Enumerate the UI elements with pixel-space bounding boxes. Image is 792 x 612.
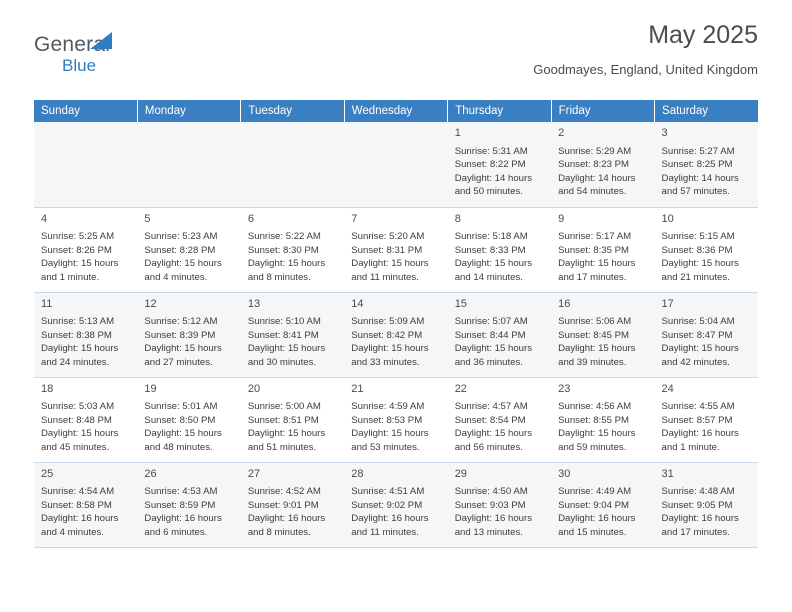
day-number: 17 (661, 297, 674, 310)
day-info-line: Sunset: 8:26 PM (41, 244, 112, 256)
day-info-line: Sunset: 9:01 PM (247, 499, 319, 511)
calendar-day-cell (551, 462, 654, 547)
day-info-line: and 42 minutes. (661, 356, 730, 368)
day-info-line: Sunset: 8:42 PM (351, 329, 423, 341)
day-info-line: and 53 minutes. (351, 441, 420, 453)
calendar-day-cell (448, 377, 551, 462)
day-info-line: Sunrise: 4:50 AM (454, 486, 528, 498)
calendar-day-cell-empty (34, 122, 137, 207)
day-number: 3 (661, 127, 668, 139)
calendar-day-cell (241, 292, 344, 377)
day-sun-info (144, 400, 234, 454)
day-number: 6 (247, 212, 254, 225)
day-info-line: and 11 minutes. (351, 271, 419, 283)
day-info-line: Sunset: 8:33 PM (454, 244, 526, 256)
day-info-line: Sunrise: 5:10 AM (247, 316, 321, 328)
day-number: 11 (41, 297, 53, 310)
day-sun-info (41, 485, 131, 539)
day-info-line: Sunrise: 4:54 AM (41, 486, 115, 498)
calendar-day-cell (448, 292, 551, 377)
calendar-day-cell (551, 207, 654, 292)
day-info-line: Sunrise: 4:55 AM (661, 401, 735, 413)
day-info-line: and 51 minutes. (247, 441, 317, 453)
page-header (34, 22, 758, 84)
day-sun-info (455, 145, 545, 199)
day-info-line: Sunrise: 4:59 AM (351, 401, 425, 413)
day-info-line: and 57 minutes. (661, 186, 730, 198)
day-sun-info (558, 230, 648, 284)
day-info-line: Daylight: 15 hours (144, 428, 222, 440)
day-info-line: and 11 minutes. (351, 526, 419, 538)
weekday-header-wednesday: Wednesday (344, 100, 447, 122)
day-info-line: Daylight: 15 hours (558, 428, 636, 440)
calendar-day-cell-empty (344, 122, 447, 207)
calendar-day-cell (344, 207, 447, 292)
calendar-day-cell (551, 122, 654, 207)
day-info-line: Sunrise: 5:25 AM (41, 231, 115, 243)
weekday-header-tuesday: Tuesday (241, 100, 344, 122)
day-info-line: and 17 minutes. (558, 271, 627, 283)
day-number: 31 (661, 467, 674, 480)
day-info-line: Sunset: 9:05 PM (661, 499, 733, 511)
day-info-line: Sunset: 9:02 PM (351, 499, 423, 511)
day-info-line: and 56 minutes. (454, 441, 523, 453)
logo-text-blue: Blue (62, 56, 97, 75)
weekday-header-saturday: Saturday (655, 100, 758, 122)
day-info-line: Sunrise: 5:09 AM (351, 316, 425, 328)
day-info-line: and 30 minutes. (247, 356, 317, 368)
day-info-line: Sunrise: 5:12 AM (144, 316, 218, 328)
day-info-line: Sunrise: 5:22 AM (247, 231, 321, 243)
calendar-day-cell (34, 292, 137, 377)
day-info-line: and 1 minute. (661, 441, 720, 453)
calendar-day-cell (551, 292, 654, 377)
day-info-line: and 13 minutes. (454, 526, 523, 538)
day-sun-info (248, 315, 338, 369)
day-info-line: and 8 minutes. (247, 526, 311, 538)
day-number: 16 (558, 297, 571, 310)
day-info-line: and 4 minutes. (144, 271, 208, 283)
day-sun-info (41, 400, 131, 454)
day-info-line: Daylight: 16 hours (661, 428, 739, 440)
day-sun-info (351, 230, 441, 284)
calendar-day-cell (448, 122, 551, 207)
day-info-line: Sunset: 8:36 PM (661, 244, 733, 256)
day-number: 10 (661, 212, 674, 225)
weekday-header-row (34, 100, 758, 122)
day-info-line: Sunset: 8:23 PM (558, 159, 630, 171)
day-info-line: Sunrise: 5:17 AM (558, 231, 632, 243)
day-number: 23 (558, 382, 571, 395)
day-info-line: Daylight: 16 hours (247, 513, 326, 525)
day-number: 28 (351, 467, 364, 480)
flag-triangle-icon (90, 32, 112, 49)
day-sun-info (455, 485, 545, 539)
location-subtitle: Goodmayes, England, United Kingdom (533, 61, 758, 77)
calendar-day-cell (344, 292, 447, 377)
day-sun-info (455, 315, 545, 369)
day-info-line: and 45 minutes. (41, 441, 110, 453)
calendar-day-cell (137, 462, 240, 547)
calendar-day-cell (655, 377, 758, 462)
day-sun-info (248, 485, 338, 539)
day-info-line: Sunset: 9:03 PM (454, 499, 526, 511)
calendar-day-cell (655, 122, 758, 207)
day-number: 9 (558, 212, 565, 225)
day-info-line: Daylight: 15 hours (454, 428, 533, 440)
day-info-line: Sunset: 8:53 PM (351, 414, 423, 426)
day-info-line: Daylight: 16 hours (661, 513, 739, 525)
day-info-line: Sunrise: 5:01 AM (144, 401, 218, 413)
day-info-line: Daylight: 14 hours (661, 172, 739, 184)
calendar-day-cell (241, 207, 344, 292)
day-sun-info (558, 400, 648, 454)
calendar-day-cell (344, 462, 447, 547)
day-info-line: Sunset: 8:35 PM (558, 244, 630, 256)
day-info-line: Sunset: 8:48 PM (41, 414, 112, 426)
day-info-line: and 8 minutes. (247, 271, 311, 283)
calendar-week-row (34, 122, 758, 207)
day-info-line: Sunset: 8:31 PM (351, 244, 423, 256)
calendar-body (34, 122, 758, 547)
day-info-line: and 4 minutes. (41, 526, 104, 538)
day-info-line: Daylight: 15 hours (351, 258, 429, 270)
day-info-line: and 21 minutes. (661, 271, 730, 283)
day-sun-info (351, 485, 441, 539)
day-number: 19 (144, 382, 157, 395)
day-number: 2 (558, 127, 565, 139)
day-info-line: Sunrise: 4:57 AM (454, 401, 528, 413)
day-info-line: and 17 minutes. (661, 526, 730, 538)
weekday-header-sunday: Sunday (34, 100, 137, 122)
calendar-day-cell-empty (137, 122, 240, 207)
day-sun-info (662, 315, 752, 369)
day-info-line: Sunset: 8:22 PM (454, 159, 526, 171)
day-info-line: Daylight: 15 hours (41, 343, 119, 355)
day-number: 7 (351, 212, 358, 225)
day-info-line: Sunrise: 5:03 AM (41, 401, 115, 413)
day-info-line: Daylight: 16 hours (454, 513, 533, 525)
day-info-line: Daylight: 14 hours (454, 172, 533, 184)
day-info-line: Sunrise: 5:13 AM (41, 316, 115, 328)
calendar-day-cell (344, 377, 447, 462)
day-sun-info (662, 400, 752, 454)
day-info-line: and 48 minutes. (144, 441, 213, 453)
day-info-line: Daylight: 15 hours (247, 428, 326, 440)
day-sun-info (351, 315, 441, 369)
day-info-line: Sunrise: 5:00 AM (247, 401, 321, 413)
day-info-line: Sunset: 8:45 PM (558, 329, 630, 341)
logo-text-general: General (34, 33, 111, 56)
day-info-line: Sunset: 8:28 PM (144, 244, 216, 256)
day-info-line: Sunrise: 5:31 AM (454, 145, 528, 157)
day-number: 26 (144, 467, 157, 480)
day-sun-info (662, 485, 752, 539)
day-number: 24 (661, 382, 674, 395)
day-info-line: and 59 minutes. (558, 441, 627, 453)
day-info-line: and 36 minutes. (454, 356, 523, 368)
day-number: 1 (454, 127, 461, 139)
day-info-line: and 1 minute. (41, 271, 100, 283)
day-info-line: Sunrise: 4:51 AM (351, 486, 425, 498)
day-sun-info (558, 315, 648, 369)
weekday-header-friday: Friday (551, 100, 654, 122)
day-number: 13 (247, 297, 261, 310)
day-info-line: Sunrise: 5:27 AM (661, 145, 735, 157)
calendar-day-cell (551, 377, 654, 462)
day-info-line: Daylight: 15 hours (558, 343, 636, 355)
day-info-line: Sunrise: 5:20 AM (351, 231, 425, 243)
page-title: May 2025 (648, 21, 758, 49)
sun-times-calendar (34, 100, 758, 548)
day-sun-info (144, 315, 234, 369)
day-info-line: Daylight: 15 hours (41, 428, 119, 440)
calendar-day-cell (137, 207, 240, 292)
day-info-line: Sunrise: 5:23 AM (144, 231, 218, 243)
day-info-line: Sunset: 8:57 PM (661, 414, 733, 426)
day-info-line: and 50 minutes. (454, 186, 523, 198)
day-number: 20 (247, 382, 261, 395)
day-sun-info (144, 485, 234, 539)
day-info-line: Sunset: 8:50 PM (144, 414, 216, 426)
day-info-line: Sunset: 8:55 PM (558, 414, 630, 426)
day-info-line: Sunset: 8:38 PM (41, 329, 112, 341)
calendar-day-cell (34, 462, 137, 547)
day-number: 5 (144, 212, 151, 225)
day-info-line: Daylight: 15 hours (454, 343, 533, 355)
day-info-line: Sunset: 8:25 PM (661, 159, 733, 171)
day-info-line: Daylight: 16 hours (41, 513, 119, 525)
calendar-day-cell (448, 462, 551, 547)
calendar-week-row (34, 377, 758, 462)
day-info-line: and 33 minutes. (351, 356, 420, 368)
calendar-day-cell (655, 462, 758, 547)
day-number: 29 (454, 467, 467, 480)
day-info-line: Sunset: 8:41 PM (247, 329, 319, 341)
day-info-line: Sunset: 8:44 PM (454, 329, 526, 341)
calendar-day-cell-empty (241, 122, 344, 207)
day-info-line: Sunrise: 5:18 AM (454, 231, 528, 243)
calendar-week-row (34, 292, 758, 377)
calendar-day-cell (241, 377, 344, 462)
day-info-line: Daylight: 15 hours (351, 343, 429, 355)
day-info-line: Daylight: 14 hours (558, 172, 636, 184)
day-sun-info (144, 230, 234, 284)
day-number: 25 (41, 467, 54, 480)
day-info-line: Daylight: 15 hours (558, 258, 636, 270)
day-info-line: Daylight: 15 hours (247, 258, 326, 270)
day-number: 4 (41, 212, 48, 225)
day-info-line: Sunset: 8:47 PM (661, 329, 733, 341)
calendar-week-row (34, 207, 758, 292)
day-sun-info (558, 145, 648, 199)
day-sun-info (41, 230, 131, 284)
logo (34, 22, 110, 74)
day-number: 27 (247, 467, 261, 480)
calendar-day-cell (448, 207, 551, 292)
day-sun-info (662, 145, 752, 199)
day-number: 12 (144, 297, 157, 310)
day-info-line: Daylight: 16 hours (144, 513, 222, 525)
day-info-line: Daylight: 15 hours (41, 258, 119, 270)
day-sun-info (248, 230, 338, 284)
weekday-header-monday: Monday (137, 100, 240, 122)
title-block (533, 22, 758, 77)
day-sun-info (455, 230, 545, 284)
calendar-day-cell (241, 462, 344, 547)
calendar-day-cell (137, 292, 240, 377)
day-info-line: and 39 minutes. (558, 356, 627, 368)
day-info-line: and 24 minutes. (41, 356, 110, 368)
day-info-line: Sunrise: 5:07 AM (454, 316, 528, 328)
day-sun-info (41, 315, 131, 369)
day-info-line: Sunset: 9:04 PM (558, 499, 630, 511)
day-info-line: and 15 minutes. (558, 526, 627, 538)
day-number: 18 (41, 382, 54, 395)
calendar-week-row (34, 462, 758, 547)
calendar-day-cell (137, 377, 240, 462)
day-number: 22 (454, 382, 467, 395)
day-info-line: Daylight: 15 hours (661, 258, 739, 270)
day-info-line: Daylight: 15 hours (351, 428, 429, 440)
day-sun-info (351, 400, 441, 454)
day-info-line: Daylight: 15 hours (144, 258, 222, 270)
day-info-line: Sunset: 8:58 PM (41, 499, 112, 511)
day-info-line: Sunrise: 4:52 AM (247, 486, 321, 498)
day-sun-info (248, 400, 338, 454)
day-info-line: Sunset: 8:39 PM (144, 329, 216, 341)
day-info-line: Sunset: 8:59 PM (144, 499, 216, 511)
day-info-line: Daylight: 15 hours (144, 343, 222, 355)
day-info-line: Sunset: 8:51 PM (247, 414, 319, 426)
day-info-line: Sunrise: 4:49 AM (558, 486, 632, 498)
day-info-line: Daylight: 16 hours (351, 513, 429, 525)
day-info-line: Daylight: 16 hours (558, 513, 636, 525)
day-info-line: Daylight: 15 hours (661, 343, 739, 355)
day-info-line: Sunrise: 4:56 AM (558, 401, 632, 413)
day-number: 21 (351, 382, 364, 395)
day-sun-info (558, 485, 648, 539)
weekday-header-thursday: Thursday (448, 100, 551, 122)
day-info-line: Sunrise: 4:48 AM (661, 486, 735, 498)
day-sun-info (662, 230, 752, 284)
day-number: 30 (558, 467, 571, 480)
day-info-line: Sunset: 8:30 PM (247, 244, 319, 256)
calendar-day-cell (34, 207, 137, 292)
day-number: 8 (454, 212, 461, 225)
day-info-line: and 6 minutes. (144, 526, 208, 538)
day-info-line: Daylight: 15 hours (247, 343, 326, 355)
day-number: 15 (454, 297, 467, 310)
day-info-line: Sunrise: 5:15 AM (661, 231, 735, 243)
day-info-line: Sunset: 8:54 PM (454, 414, 526, 426)
day-info-line: Sunrise: 5:06 AM (558, 316, 632, 328)
day-info-line: and 54 minutes. (558, 186, 627, 198)
day-info-line: Sunrise: 4:53 AM (144, 486, 218, 498)
day-info-line: Daylight: 15 hours (454, 258, 533, 270)
day-info-line: and 14 minutes. (454, 271, 523, 283)
day-info-line: Sunrise: 5:29 AM (558, 145, 632, 157)
day-sun-info (455, 400, 545, 454)
day-info-line: and 27 minutes. (144, 356, 213, 368)
calendar-day-cell (655, 207, 758, 292)
calendar-day-cell (34, 377, 137, 462)
day-info-line: Sunrise: 5:04 AM (661, 316, 735, 328)
day-number: 14 (351, 297, 364, 310)
calendar-day-cell (655, 292, 758, 377)
